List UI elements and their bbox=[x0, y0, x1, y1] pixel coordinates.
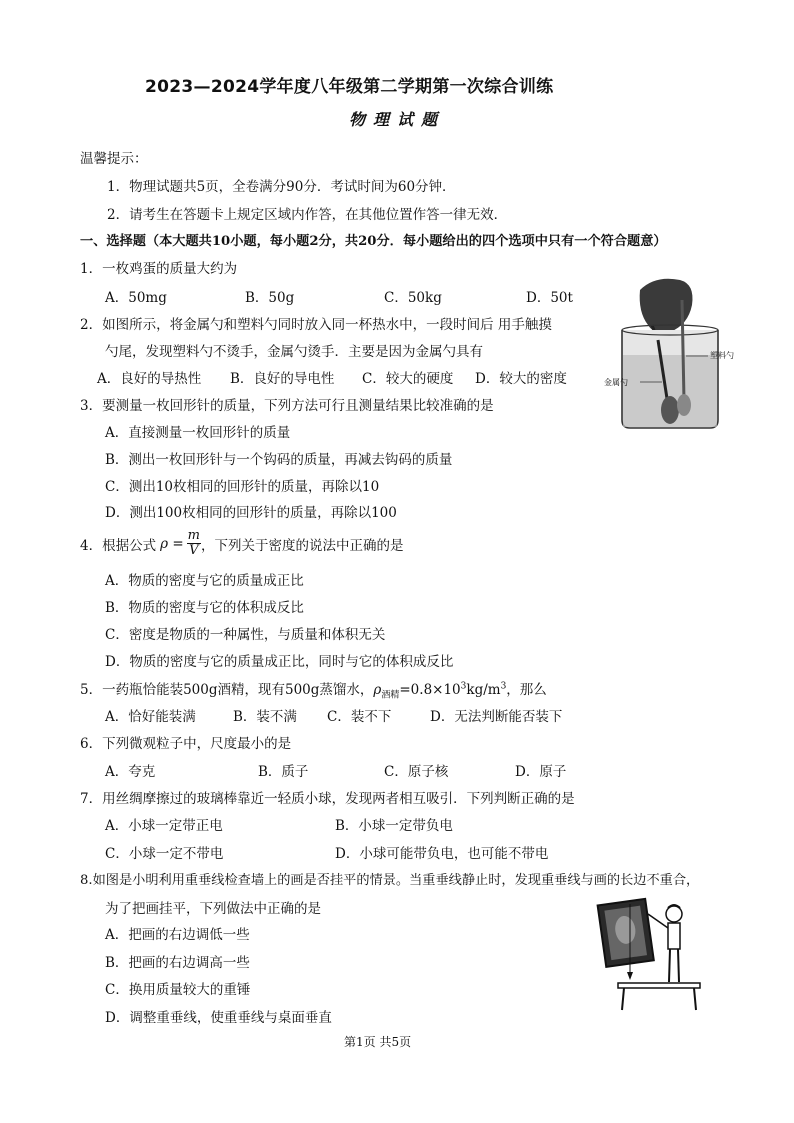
q5-rho: ρ bbox=[373, 682, 382, 698]
q5-option-b: B．装不满 bbox=[233, 709, 297, 725]
q4-stem-suffix: ，下列关于密度的说法中正确的是 bbox=[200, 537, 404, 554]
q1-stem: 1．一枚鸡蛋的质量大约为 bbox=[80, 261, 238, 277]
q8-option-c: C．换用质量较大的重锤 bbox=[105, 982, 251, 998]
q7-option-b: B．小球一定带负电 bbox=[335, 818, 453, 834]
q2-stem-line2: 勺尾，发现塑料勺不烫手，金属勺烫手．主要是因为金属勺具有 bbox=[105, 344, 483, 360]
q5-option-c: C．装不下 bbox=[327, 709, 392, 725]
plastic-spoon-label: 塑料勺 bbox=[710, 351, 734, 360]
q4-formula-rho: ρ = bbox=[160, 535, 184, 552]
q8-stem-line2: 为了把画挂平，下列做法中正确的是 bbox=[105, 901, 321, 917]
metal-spoon-label: 金属勺 bbox=[604, 378, 628, 387]
q6-stem: 6．下列微观粒子中，尺度最小的是 bbox=[80, 736, 292, 752]
section-heading: 一、选择题（本大题共10小题，每小题2分，共20分．每小题给出的四个选项中只有一个符合题意） bbox=[80, 234, 667, 249]
q5-value: =0.8×10 bbox=[399, 682, 461, 698]
q5-unit: kg/m bbox=[466, 682, 501, 698]
q1-option-a: A．50mg bbox=[105, 290, 167, 306]
q4-stem bbox=[80, 529, 403, 558]
q5-option-a: A．恰好能装满 bbox=[105, 709, 196, 725]
q2-option-a: A．良好的导热性 bbox=[97, 371, 202, 387]
notice-heading: 温馨提示： bbox=[80, 151, 148, 167]
notice-item-2: 2．请考生在答题卡上规定区域内作答，在其他位置作答一律无效． bbox=[107, 207, 508, 223]
q3-option-d: D．测出100枚相同的回形针的质量，再除以100 bbox=[105, 505, 397, 521]
q2-option-d: D．较大的密度 bbox=[475, 371, 567, 387]
q5-option-d: D．无法判断能否装下 bbox=[430, 709, 563, 725]
q7-option-c: C．小球一定不带电 bbox=[105, 846, 224, 862]
q8-option-d: D．调整重垂线，使重垂线与桌面垂直 bbox=[105, 1010, 332, 1026]
page-number: 第1页 共5页 bbox=[344, 1035, 412, 1049]
q5-stem-prefix: 5．一药瓶恰能装500g酒精，现有500g蒸馏水， bbox=[80, 682, 374, 698]
q8-option-b: B．把画的右边调高一些 bbox=[105, 955, 250, 971]
q7-option-d: D．小球可能带负电，也可能不带电 bbox=[335, 846, 549, 862]
q7-option-a: A．小球一定带正电 bbox=[105, 818, 223, 834]
q4-option-d: D．物质的密度与它的质量成正比，同时与它的体积成反比 bbox=[105, 654, 454, 670]
q1-option-d: D．50t bbox=[526, 290, 573, 306]
q2-option-c: C．较大的硬度 bbox=[362, 371, 454, 387]
q6-option-c: C．原子核 bbox=[384, 764, 449, 780]
q6-option-b: B．质子 bbox=[258, 764, 309, 780]
q1-option-b: B．50g bbox=[245, 290, 295, 306]
q4-option-b: B．物质的密度与它的体积成反比 bbox=[105, 600, 304, 616]
exam-subtitle: 物理试题 bbox=[349, 110, 446, 129]
notice-item-1: 1．物理试题共5页，全卷满分90分．考试时间为60分钟． bbox=[107, 179, 456, 195]
q5-rho-subscript: 酒精 bbox=[381, 690, 400, 701]
q4-option-a: A．物质的密度与它的质量成正比 bbox=[105, 573, 304, 589]
q5-stem-suffix: ，那么 bbox=[506, 682, 547, 698]
q4-formula-fraction bbox=[187, 529, 201, 558]
q4-stem-prefix: 4．根据公式 bbox=[80, 537, 157, 554]
q3-option-a: A．直接测量一枚回形针的质量 bbox=[105, 425, 291, 441]
q3-option-c: C．测出10枚相同的回形针的质量，再除以10 bbox=[105, 479, 380, 495]
exam-title: 2023—2024学年度八年级第二学期第一次综合训练 bbox=[145, 77, 554, 97]
q4-formula-denominator: V bbox=[189, 543, 199, 558]
q6-option-d: D．原子 bbox=[515, 764, 567, 780]
q4-formula-numerator: m bbox=[187, 528, 200, 543]
plumb-line-figure bbox=[590, 890, 710, 1015]
q8-option-a: A．把画的右边调低一些 bbox=[105, 927, 250, 943]
q2-option-b: B．良好的导电性 bbox=[230, 371, 335, 387]
q6-option-a: A．夸克 bbox=[105, 764, 156, 780]
q5-unit-exponent: 3 bbox=[500, 681, 507, 692]
q3-stem: 3．要测量一枚回形针的质量，下列方法可行且测量结果比较准确的是 bbox=[80, 398, 494, 414]
q2-stem-line1: 2．如图所示，将金属勺和塑料勺同时放入同一杯热水中，一段时间后 用手触摸 bbox=[80, 317, 552, 333]
q5-exponent: 3 bbox=[460, 681, 467, 692]
q3-option-b: B．测出一枚回形针与一个钩码的质量，再减去钩码的质量 bbox=[105, 452, 453, 468]
q4-option-c: C．密度是物质的一种属性，与质量和体积无关 bbox=[105, 627, 386, 643]
q7-stem: 7．用丝绸摩擦过的玻璃棒靠近一轻质小球，发现两者相互吸引．下列判断正确的是 bbox=[80, 791, 575, 807]
q5-stem bbox=[80, 678, 547, 701]
q8-stem-line1: 8.如图是小明利用重垂线检查墙上的画是否挂平的情景。当重垂线静止时，发现重垂线与画的长边不重合， bbox=[80, 873, 700, 888]
q1-option-c: C．50kg bbox=[384, 290, 442, 306]
